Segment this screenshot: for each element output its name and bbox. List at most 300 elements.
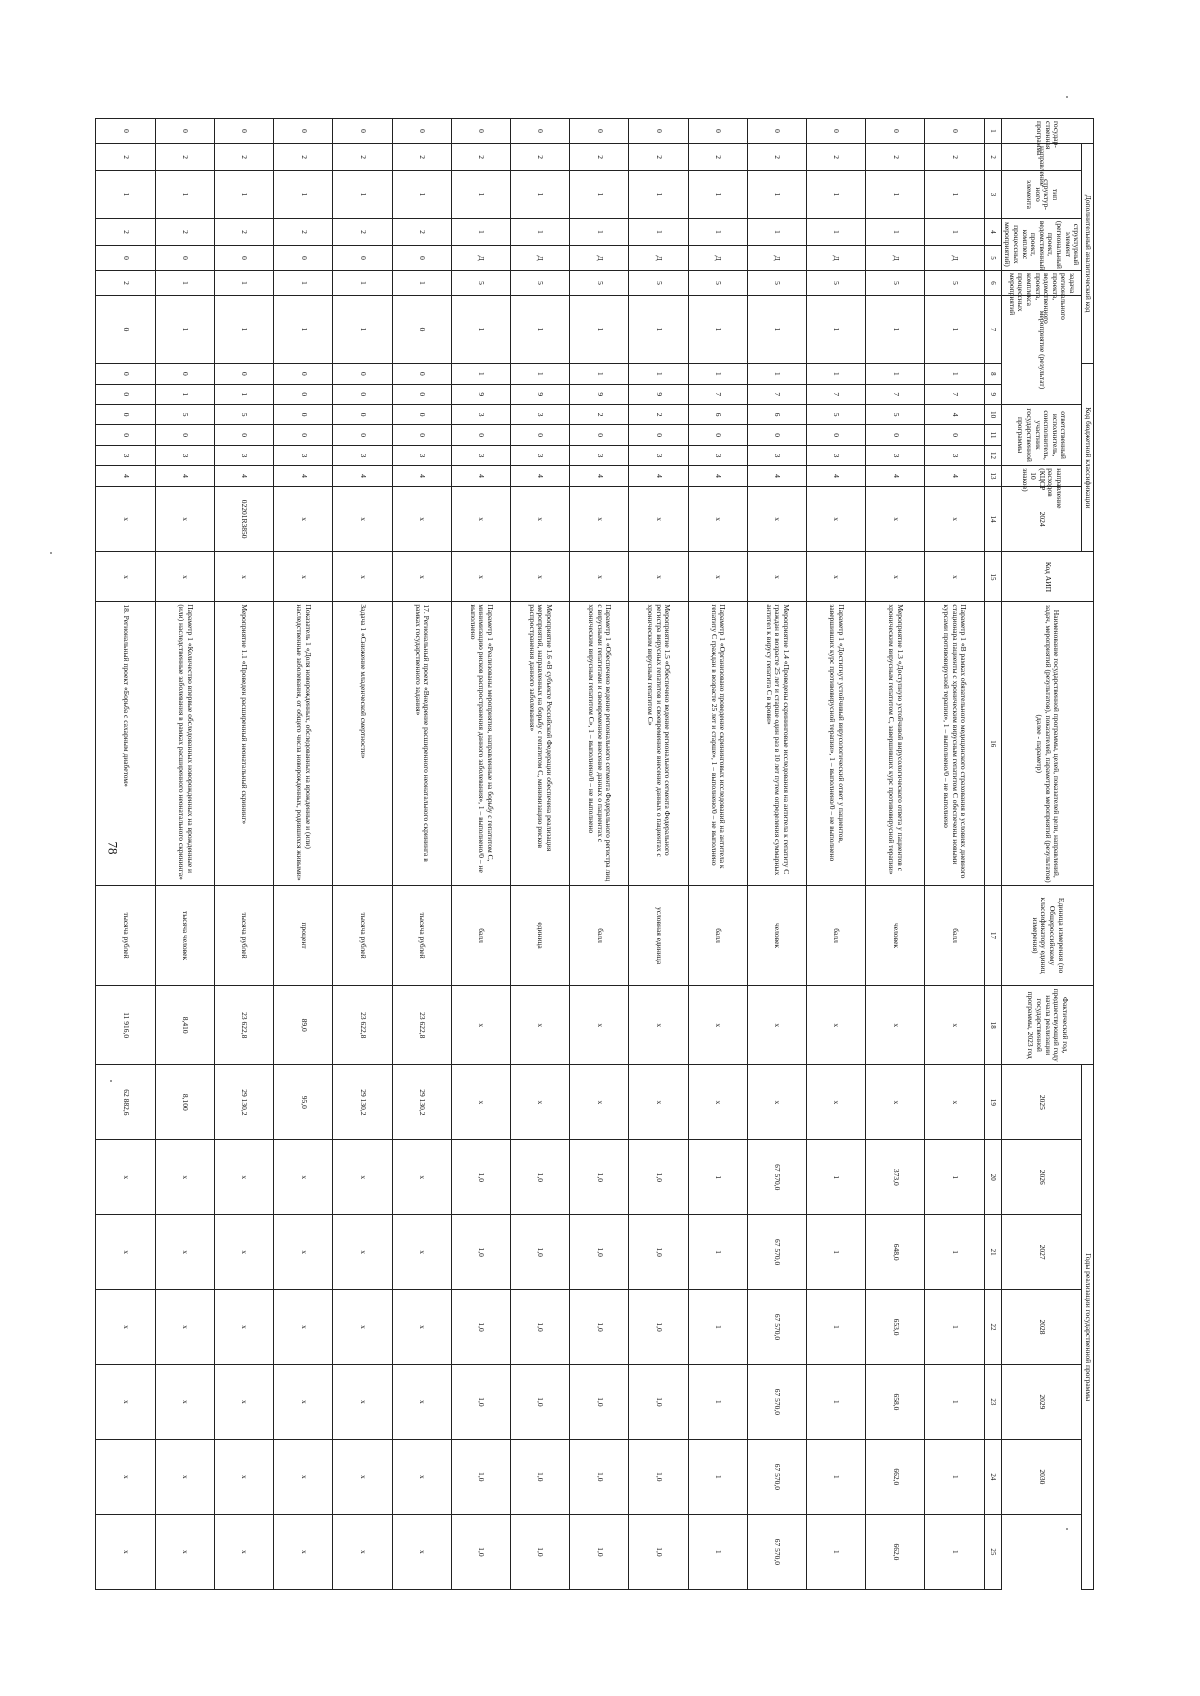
table-row (274, 119, 333, 1590)
code-cell: 1 (333, 295, 392, 363)
base-year-cell: х (925, 985, 984, 1064)
year-value-cell: 67 570,0 (747, 1290, 806, 1365)
code-cell: х (747, 486, 806, 552)
year-value-cell: 648,0 (866, 1215, 925, 1290)
year-value-cell: 1,0 (570, 1140, 629, 1215)
year-value-cell: х (866, 1065, 925, 1140)
column-number: 10 (984, 404, 1001, 424)
year-value-cell: х (333, 1140, 392, 1215)
year-value-cell: 67 570,0 (747, 1140, 806, 1215)
code-cell: 0 (688, 119, 747, 144)
code-cell: 3 (274, 445, 333, 465)
code-cell: 0 (807, 425, 866, 445)
code-cell: 2 (155, 143, 214, 170)
code-cell: 0 (333, 404, 392, 424)
table-row (451, 119, 510, 1590)
code-cell: 1 (451, 218, 510, 245)
year-value-cell: 29 130,2 (215, 1065, 274, 1140)
code-cell: 4 (866, 466, 925, 486)
code-cell: 2 (392, 143, 451, 170)
name-cell: Параметр 1 «Достигнут устойчивый вирусологический ответ у пациентов, завершивших курс противовирусной терапии», 1 – выполнено/0 – не выполнено (807, 602, 866, 886)
code-cell: 5 (866, 271, 925, 296)
year-value-cell: 1,0 (570, 1514, 629, 1589)
year-value-cell: 1 (925, 1514, 984, 1589)
year-value-cell: х (96, 1514, 155, 1589)
code-cell: 0 (96, 246, 155, 271)
year-value-cell: 1,0 (629, 1215, 688, 1290)
code-cell: х (807, 552, 866, 602)
name-cell: Параметр 1 «Обеспечено ведение регионального сегмента Федерального регистра лиц с вирусными гепатитами и своевременное внесение данных о пациентах с хроническим вирусным гепатитом С», 1 – выполнено/0 – не выполнено (570, 602, 629, 886)
code-cell: 1 (866, 218, 925, 245)
code-cell: Д (807, 246, 866, 271)
header-year: 2030 (1001, 1439, 1082, 1514)
code-cell: 2 (570, 143, 629, 170)
code-cell: 1 (688, 171, 747, 219)
year-value-cell: 1 (688, 1140, 747, 1215)
year-value-cell: х (807, 1065, 866, 1140)
year-value-cell: 1,0 (511, 1364, 570, 1439)
unit-cell: балл (925, 886, 984, 986)
code-cell: Д (629, 246, 688, 271)
year-value-cell: х (333, 1364, 392, 1439)
year-value-cell: 1,0 (451, 1439, 510, 1514)
name-cell: Мероприятие 1.6 «В субъекте Российской Федерации обеспечена реализация мероприятий, направленных на борьбу с гепатитом С, минимизацию рисков распространения данного заболевания» (511, 602, 570, 886)
code-cell: 5 (866, 404, 925, 424)
column-number: 1 (984, 119, 1001, 144)
column-number: 2 (984, 143, 1001, 170)
code-cell: 0 (392, 404, 451, 424)
code-cell: 5 (807, 271, 866, 296)
code-cell: 3 (392, 445, 451, 465)
column-number: 9 (984, 384, 1001, 404)
year-value-cell: 1,0 (629, 1140, 688, 1215)
base-year-cell: х (688, 985, 747, 1064)
year-value-cell: 1,0 (511, 1290, 570, 1365)
column-number: 13 (984, 466, 1001, 486)
code-cell: 0 (96, 295, 155, 363)
code-cell: 2 (629, 143, 688, 170)
year-value-cell: 29 130,2 (333, 1065, 392, 1140)
code-cell: 0 (570, 119, 629, 144)
code-cell: 0 (155, 246, 214, 271)
code-cell: 0 (155, 425, 214, 445)
year-value-cell: х (392, 1290, 451, 1365)
code-cell: 0 (807, 119, 866, 144)
code-cell: 3 (451, 404, 510, 424)
year-value-cell: х (215, 1364, 274, 1439)
table-row (511, 119, 570, 1590)
year-value-cell: 1 (807, 1140, 866, 1215)
year-value-cell: 1,0 (451, 1290, 510, 1365)
code-cell: 9 (511, 384, 570, 404)
code-cell: 1 (215, 271, 274, 296)
code-cell: 3 (688, 445, 747, 465)
code-cell: 0 (392, 295, 451, 363)
year-value-cell: 1 (807, 1439, 866, 1514)
unit-cell: тысяча рублей (215, 886, 274, 986)
year-value-cell: 658,0 (866, 1364, 925, 1439)
year-value-cell: 62 882,6 (96, 1065, 155, 1140)
year-value-cell: х (925, 1065, 984, 1140)
code-cell: 3 (629, 445, 688, 465)
code-cell: х (747, 552, 806, 602)
code-cell: 2 (215, 143, 274, 170)
code-cell: 0 (451, 425, 510, 445)
code-cell: 2 (274, 143, 333, 170)
code-cell: 0 (274, 246, 333, 271)
table-row (866, 119, 925, 1590)
code-cell: 0 (629, 119, 688, 144)
unit-cell: балл (570, 886, 629, 986)
code-cell: х (688, 552, 747, 602)
header-year: 2029 (1001, 1364, 1082, 1439)
code-cell: 0 (925, 119, 984, 144)
year-value-cell: 1 (688, 1439, 747, 1514)
year-value-cell: 1 (688, 1215, 747, 1290)
name-cell: 18. Региональный проект «Борьба с сахарным диабетом» (96, 602, 155, 886)
base-year-cell: 23 622,8 (333, 985, 392, 1064)
code-cell: 4 (215, 466, 274, 486)
year-value-cell: х (274, 1439, 333, 1514)
code-cell: 3 (215, 445, 274, 465)
code-cell: 0 (925, 425, 984, 445)
column-number: 21 (984, 1215, 1001, 1290)
base-year-cell: 23 622,8 (392, 985, 451, 1064)
year-value-cell: х (96, 1290, 155, 1365)
year-value-cell: х (511, 1065, 570, 1140)
code-cell: 3 (511, 404, 570, 424)
program-table (95, 118, 1094, 1590)
code-cell: 0 (511, 425, 570, 445)
year-value-cell: 1,0 (570, 1364, 629, 1439)
year-value-cell: х (451, 1065, 510, 1140)
code-cell: 5 (629, 271, 688, 296)
column-number: 12 (984, 445, 1001, 465)
column-number: 17 (984, 886, 1001, 986)
code-cell: 7 (925, 384, 984, 404)
code-cell: 1 (155, 384, 214, 404)
table-row (570, 119, 629, 1590)
code-cell: 1 (511, 218, 570, 245)
year-value-cell: х (155, 1215, 214, 1290)
year-value-cell: 95,0 (274, 1065, 333, 1140)
code-cell: 1 (274, 271, 333, 296)
name-cell: Параметр 1 «Реализованы мероприятия, направленные на борьбу с гепатитом С, минимизацию рисков распространения данного заболевания», 1 – выполнено/0 – не выполнено (451, 602, 510, 886)
code-cell: 1 (688, 364, 747, 384)
code-cell: Д (511, 246, 570, 271)
code-cell: х (392, 552, 451, 602)
code-cell: х (96, 486, 155, 552)
code-cell: 7 (807, 384, 866, 404)
code-cell: 0 (570, 425, 629, 445)
year-value-cell: х (155, 1364, 214, 1439)
code-cell: 5 (570, 271, 629, 296)
code-cell: 3 (333, 445, 392, 465)
code-cell: 0 (274, 425, 333, 445)
unit-cell: балл (688, 886, 747, 986)
year-value-cell: 1 (807, 1290, 866, 1365)
code-cell: 3 (866, 445, 925, 465)
code-cell: х (155, 552, 214, 602)
year-value-cell: х (96, 1140, 155, 1215)
year-value-cell: х (333, 1290, 392, 1365)
year-value-cell: х (392, 1215, 451, 1290)
code-cell: 0 (333, 246, 392, 271)
year-value-cell: х (392, 1439, 451, 1514)
year-value-cell: 1,0 (570, 1215, 629, 1290)
year-value-cell: х (747, 1065, 806, 1140)
table-row (925, 119, 984, 1590)
code-cell: 4 (96, 466, 155, 486)
name-cell: Параметр 1 «В рамках обязательного медицинского страхования в условиях дневного стационара пациенты с хроническим вирусным гепатитом С обеспечены новыми курсами противовирусной терапии», 1 – выполнено/0 – не выполнено (925, 602, 984, 886)
code-cell: 4 (747, 466, 806, 486)
name-cell: Мероприятие 1.1 «Проведен расширенный неонатальный скрининг» (215, 602, 274, 886)
code-cell: Д (866, 246, 925, 271)
base-year-cell: х (570, 985, 629, 1064)
header-year: 2028 (1001, 1290, 1082, 1365)
table-row (333, 119, 392, 1590)
header-group-years: Годы реализации государственной программы (1082, 1065, 1094, 1590)
code-cell: 1 (629, 295, 688, 363)
year-value-cell: 67 570,0 (747, 1364, 806, 1439)
code-cell: Д (570, 246, 629, 271)
code-cell: 4 (807, 466, 866, 486)
code-cell: 2 (392, 218, 451, 245)
year-value-cell: 1 (925, 1364, 984, 1439)
code-cell: 0 (96, 425, 155, 445)
code-cell: 0 (215, 425, 274, 445)
code-cell: 5 (215, 404, 274, 424)
column-number: 6 (984, 271, 1001, 296)
year-value-cell: х (629, 1065, 688, 1140)
code-cell: 1 (451, 364, 510, 384)
code-cell: 4 (155, 466, 214, 486)
name-cell: Мероприятие 1.4 «Проведены скрининговые исследования на антитела к гепатиту С граждан в возрасте 25 лет и старше один раз в 10 лет путем определения суммарных антител к вирусу гепатита С в крови» (747, 602, 806, 886)
year-value-cell: х (155, 1514, 214, 1589)
base-year-cell: 89,0 (274, 985, 333, 1064)
rotated-table (121, 118, 1094, 1590)
code-cell: 9 (629, 384, 688, 404)
base-year-cell: х (451, 985, 510, 1064)
base-year-cell: х (747, 985, 806, 1064)
year-value-cell: х (155, 1290, 214, 1365)
header-unit: Единица измерения (по Общероссийскому классификатору единиц измерения) (1001, 886, 1093, 986)
name-cell: Задача 1 «Снижение младенческой смертности» (333, 602, 392, 886)
year-value-cell: х (333, 1439, 392, 1514)
code-cell: 1 (807, 171, 866, 219)
code-cell: 1 (570, 171, 629, 219)
column-number: 19 (984, 1065, 1001, 1140)
base-year-cell: 8,410 (155, 985, 214, 1064)
code-cell: 1 (155, 171, 214, 219)
year-value-cell: х (392, 1364, 451, 1439)
year-value-cell: х (96, 1364, 155, 1439)
code-cell: 4 (629, 466, 688, 486)
year-value-cell: 1,0 (451, 1215, 510, 1290)
code-cell: Д (925, 246, 984, 271)
code-cell: 4 (925, 466, 984, 486)
code-cell: 4 (511, 466, 570, 486)
code-cell: 0 (274, 119, 333, 144)
code-cell: 1 (392, 171, 451, 219)
code-cell: 2 (96, 271, 155, 296)
code-cell: х (925, 486, 984, 552)
code-cell: 2 (451, 143, 510, 170)
column-number: 8 (984, 364, 1001, 384)
base-year-cell: 23 622,8 (215, 985, 274, 1064)
table-row (96, 119, 155, 1590)
code-cell: 0 (866, 425, 925, 445)
code-cell: 2 (274, 218, 333, 245)
code-cell: 2 (747, 143, 806, 170)
code-cell: 1 (570, 364, 629, 384)
table-row (215, 119, 274, 1590)
code-cell: 1 (155, 271, 214, 296)
code-cell: 1 (629, 218, 688, 245)
code-cell: 1 (451, 171, 510, 219)
year-value-cell: х (96, 1439, 155, 1514)
code-cell: 1 (688, 218, 747, 245)
column-number: 3 (984, 171, 1001, 219)
year-value-cell: 1,0 (570, 1290, 629, 1365)
code-cell: 0 (215, 364, 274, 384)
code-cell: 1 (274, 171, 333, 219)
code-cell: 1 (807, 364, 866, 384)
base-year-cell: х (511, 985, 570, 1064)
code-cell: х (925, 552, 984, 602)
header-year: 2024 (1001, 486, 1082, 552)
code-cell: х (451, 552, 510, 602)
code-cell: 3 (451, 445, 510, 465)
column-number: 24 (984, 1439, 1001, 1514)
code-cell: 7 (688, 384, 747, 404)
code-cell: 0 (215, 119, 274, 144)
year-value-cell: 67 570,0 (747, 1514, 806, 1589)
year-value-cell: х (274, 1514, 333, 1589)
code-cell: 1 (333, 271, 392, 296)
code-cell: 0 (215, 246, 274, 271)
column-number: 7 (984, 295, 1001, 363)
code-cell: 5 (155, 404, 214, 424)
column-number: 11 (984, 425, 1001, 445)
year-value-cell: х (392, 1140, 451, 1215)
year-value-cell: 653,0 (866, 1290, 925, 1365)
year-value-cell: х (274, 1140, 333, 1215)
code-cell: 0 (96, 364, 155, 384)
code-cell: 1 (570, 218, 629, 245)
column-number: 15 (984, 552, 1001, 602)
code-cell: 2 (807, 143, 866, 170)
code-cell: 1 (747, 218, 806, 245)
code-cell: 0 (96, 404, 155, 424)
table-row (807, 119, 866, 1590)
code-cell: 1 (866, 171, 925, 219)
header-base-year: Фактический год, предшествующий году начала реализации государственной программы, 2023 год (1001, 985, 1093, 1064)
name-cell: Показатель 1 «Доля новорожденных, обследованных на врожденные и (или) наследственные заболевания, от общего числа новорожденных, родившихся живыми» (274, 602, 333, 886)
code-cell: х (333, 486, 392, 552)
year-value-cell: 29 130,2 (392, 1065, 451, 1140)
year-value-cell: 1,0 (451, 1140, 510, 1215)
scan-speck (1066, 96, 1068, 98)
year-value-cell: 1,0 (511, 1140, 570, 1215)
code-cell: 0 (392, 425, 451, 445)
table-row (747, 119, 806, 1590)
code-cell: 1 (866, 295, 925, 363)
code-cell: х (570, 552, 629, 602)
code-cell: 7 (747, 384, 806, 404)
code-cell: 0 (392, 364, 451, 384)
header-program: государ-ственная программа (1001, 119, 1093, 144)
unit-cell: условная единица (629, 886, 688, 986)
page-number: 78 (105, 841, 121, 855)
code-cell: 0 (511, 119, 570, 144)
code-cell: 2 (333, 143, 392, 170)
year-value-cell: 1 (807, 1215, 866, 1290)
scan-speck (50, 552, 52, 554)
code-cell: 1 (747, 295, 806, 363)
code-cell: 1 (570, 295, 629, 363)
unit-cell: тысяча рублей (96, 886, 155, 986)
code-cell: 1 (866, 364, 925, 384)
code-cell: 4 (925, 404, 984, 424)
code-cell: 02201R3850 (215, 486, 274, 552)
code-cell: 1 (747, 171, 806, 219)
code-cell: Д (747, 246, 806, 271)
code-cell: х (392, 486, 451, 552)
code-cell: 0 (747, 425, 806, 445)
code-cell: 3 (807, 445, 866, 465)
year-value-cell: 373,0 (866, 1140, 925, 1215)
code-cell: 2 (96, 218, 155, 245)
code-cell: 4 (274, 466, 333, 486)
code-cell: 0 (333, 384, 392, 404)
header-struct-type: тип структур-ного элемента (1001, 171, 1082, 219)
header-year: 2027 (1001, 1215, 1082, 1290)
header-aip: Код АИП (1001, 552, 1093, 602)
header-direction: направление (1001, 143, 1082, 170)
name-cell: Мероприятие 1.5 «Обеспечено ведение регионального сегмента Федерального регистра вирусных гепатитов и своевременное внесение данных о пациентах с хроническим вирусным гепатитом С» (629, 602, 688, 886)
column-number: 4 (984, 218, 1001, 245)
code-cell: 2 (155, 218, 214, 245)
code-cell: х (274, 486, 333, 552)
code-cell: 0 (274, 364, 333, 384)
code-cell: 6 (747, 404, 806, 424)
year-value-cell: 67 570,0 (747, 1215, 806, 1290)
code-cell: 0 (451, 119, 510, 144)
year-value-cell: х (215, 1290, 274, 1365)
year-value-cell: х (155, 1140, 214, 1215)
code-cell: х (451, 486, 510, 552)
code-cell: х (570, 486, 629, 552)
code-cell: 1 (511, 171, 570, 219)
year-value-cell: 1 (688, 1290, 747, 1365)
code-cell: 5 (807, 404, 866, 424)
year-value-cell: х (155, 1439, 214, 1514)
code-cell: х (96, 552, 155, 602)
rotated-table-wrapper (121, 118, 1094, 1590)
unit-cell: человек (747, 886, 806, 986)
code-cell: 1 (333, 171, 392, 219)
code-cell: 2 (96, 143, 155, 170)
header-group-additional: Дополнительный аналитический код (1082, 143, 1094, 363)
code-cell: 1 (629, 171, 688, 219)
code-cell: 2 (333, 218, 392, 245)
column-number: 16 (984, 602, 1001, 886)
code-cell: 2 (629, 404, 688, 424)
year-value-cell: 1 (925, 1140, 984, 1215)
code-cell: 1 (511, 364, 570, 384)
code-cell: 1 (747, 364, 806, 384)
